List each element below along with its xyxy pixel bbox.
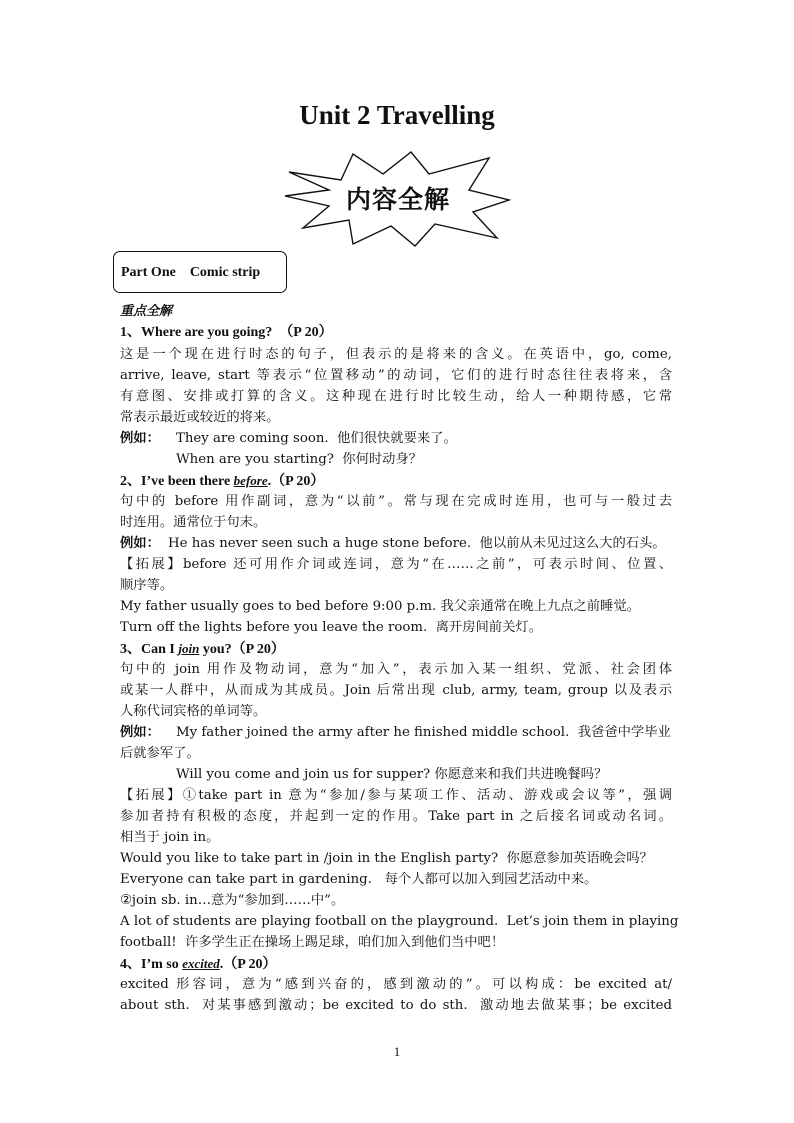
example-sentence: They are coming soon. 他们很快就要来了。 bbox=[176, 431, 457, 446]
example-sentence: Turn off the lights before you leave the room. 离开房间前关灯。 bbox=[120, 620, 542, 635]
text-line: 这是一个现在进行时态的句子，但表示的是将来的含义。在英语中，go, come, bbox=[120, 347, 672, 362]
example-label: 例如： bbox=[120, 431, 160, 446]
text-line: 或某一人群中，从而成为其成员。Join 后常出现 club, army, team, group 以及表示 bbox=[120, 683, 672, 698]
text-line: 句中的 before 用作副词，意为“以前”。常与现在完成时连用，也可与一般过去 bbox=[120, 494, 672, 509]
part-label: Part One Comic strip bbox=[121, 265, 261, 280]
expansion-line: 【拓展】①take part in 意为“参加/参与某项工作、活动、游戏或会议等”，强调 bbox=[120, 788, 672, 803]
text-line: 人称代词宾格的单词等。 bbox=[120, 704, 267, 719]
example-sentence: Will you come and join us for supper? 你愿意来和我们共进晚餐吗？ bbox=[176, 767, 608, 782]
example-sentence: football! 许多学生正在操场上踢足球，咱们加入到他们当中吧！ bbox=[120, 935, 505, 950]
point-4-heading: 4、I’m so excited.（P 20） bbox=[120, 956, 277, 972]
text-line: 句中的 join 用作及物动词，意为“加入”，表示加入某一组织、党派、社会团体 bbox=[120, 662, 672, 677]
text-line: 时连用。通常位于句末。 bbox=[120, 515, 267, 530]
text-line: 常表示最近或较近的将来。 bbox=[120, 410, 280, 425]
example-label: 例如： bbox=[120, 536, 160, 551]
point-2-heading: 2、I’ve been there before.（P 20） bbox=[120, 473, 325, 489]
example-sentence: Would you like to take part in /join in the English party? 你愿意参加英语晚会吗？ bbox=[120, 851, 653, 866]
section-heading: 重点全解 bbox=[120, 304, 173, 319]
example-sentence: When are you starting? 你何时动身？ bbox=[176, 452, 423, 467]
text-line: about sth. 对某事感到激动；be excited to do sth. 激动地去做某事；be excited bbox=[120, 998, 672, 1013]
keyword-join: join bbox=[178, 641, 200, 656]
example-sentence: He has never seen such a huge stone before. 他以前从未见过这么大的石头。 bbox=[168, 536, 666, 551]
point-1-heading: 1、Where are you going? （P 20） bbox=[120, 325, 333, 340]
example-sentence: My father joined the army after he finished middle school. 我爸爸中学毕业 bbox=[176, 725, 671, 740]
page-title: Unit 2 Travelling bbox=[299, 100, 495, 130]
example-sentence: My father usually goes to bed before 9:00 p.m. 我父亲通常在晚上九点之前睡觉。 bbox=[120, 599, 640, 614]
part-label-box bbox=[113, 251, 287, 293]
page-number: 1 bbox=[393, 1044, 401, 1059]
example-sentence: A lot of students are playing football on the playground. Let’s join them in playing bbox=[120, 914, 679, 929]
text-line: 后就参军了。 bbox=[120, 746, 200, 761]
text-line: 有意图、安排或打算的含义。这种现在进行时比较生动，给人一种期待感，它常 bbox=[120, 389, 672, 404]
expansion-line: 【拓展】before 还可用作介词或连词，意为“在……之前”，可表示时间、位置、 bbox=[120, 557, 672, 572]
text-line: 参加者持有积极的态度，并起到一定的作用。Take part in 之后接名词或动名词。 bbox=[120, 809, 672, 824]
text-line: excited 形容词，意为“感到兴奋的，感到激动的”。可以构成：be excited at/ bbox=[120, 977, 672, 992]
text-line: 顺序等。 bbox=[120, 578, 174, 593]
point-3-heading: 3、Can I join you?（P 20） bbox=[120, 641, 285, 657]
keyword-before: before bbox=[233, 473, 268, 488]
example-label: 例如： bbox=[120, 725, 160, 740]
keyword-excited: excited bbox=[182, 956, 220, 971]
example-sentence: Everyone can take part in gardening. 每个人都可以加入到园艺活动中来。 bbox=[120, 872, 598, 887]
text-line: 相当于 join in。 bbox=[120, 830, 220, 845]
text-line: arrive, leave, start 等表示“位置移动”的动词，它们的进行时态往往表将来，含 bbox=[120, 368, 672, 383]
text-line: ②join sb. in…意为“参加到……中”。 bbox=[120, 893, 345, 908]
banner-text: 内容全解 bbox=[345, 185, 450, 214]
